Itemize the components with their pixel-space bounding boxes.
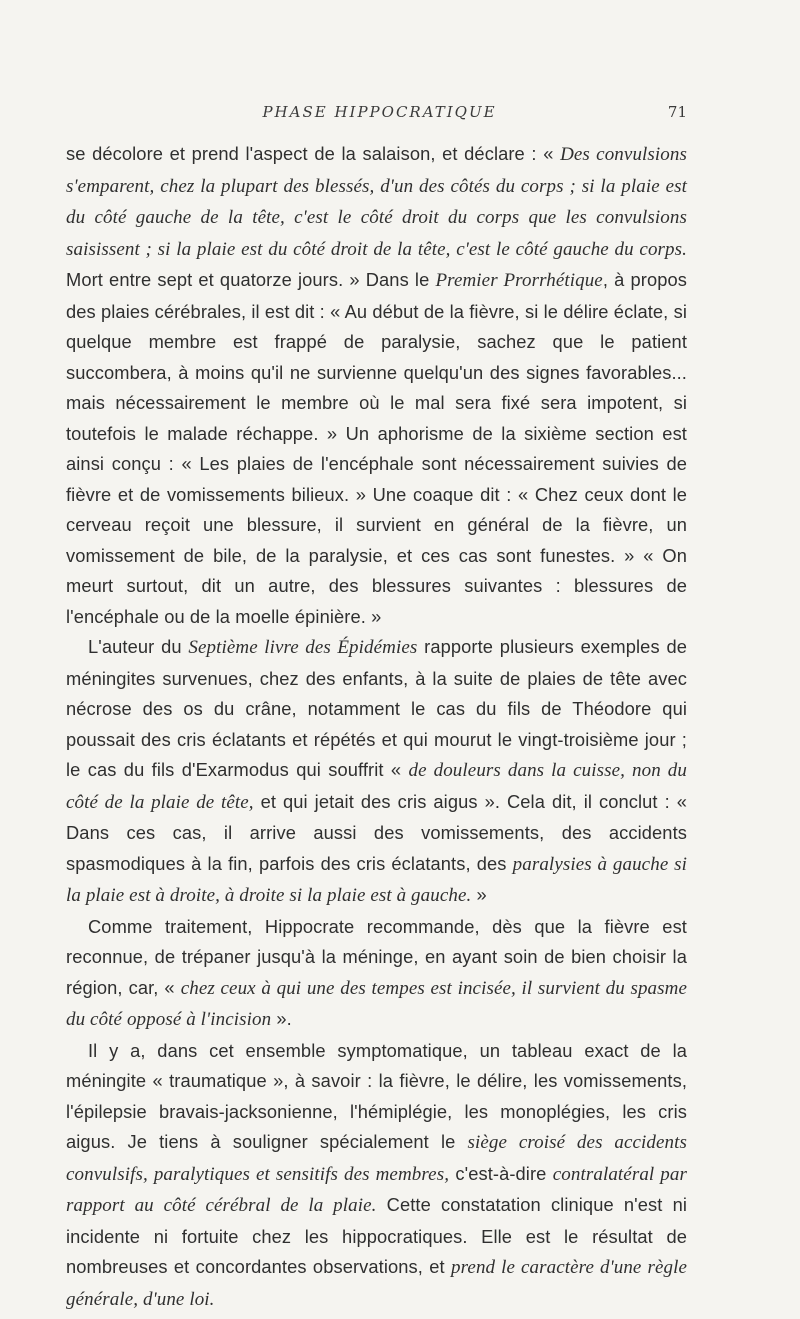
body-text [66, 139, 687, 1315]
italic-text-segment: Des convulsions s'emparent, chez la plupart des blessés, d'un des côtés du corps ; si la plaie est du côté gauche de la tête, c'est le côté droit du corps que les convulsions saisissent ; si la plaie est du côté droit de la tête, c'est le côté gauche du corps. [66, 144, 687, 260]
text-segment: Comme traitement, Hippocrate recommande, dès que la fièvre est reconnue, de trépaner jusqu'à la méninge, en ayant soin de bien choisir la région, car, « [66, 915, 687, 998]
text-segment: et qui jetait des cris aigus ». Cela dit, il conclut : « Dans ces cas, il arrive aussi des vomissements, des accidents spasmodiques à la fin, parfois des cris éclatants, des [66, 790, 687, 874]
text-segment: rapporte plusieurs exemples de méningites survenues, chez des enfants, à la suite de plaies de tête avec nécrose des os du crâne, notamment le cas du fils de Théodore qui poussait des cris éclatants et répétés et qui mourut le vingt-troisième jour ; le cas du fils d'Exarmodus qui souffrit « [66, 636, 687, 780]
text-segment: ». [271, 1008, 292, 1029]
text-segment: L'auteur du [88, 636, 189, 657]
page-number: 71 [667, 103, 687, 121]
running-title: PHASE HIPPOCRATIQUE [262, 103, 497, 121]
italic-text-segment: contralatéral par rapport au côté cérébral de la plaie. [66, 1163, 687, 1216]
italic-text-segment: paralysies à gauche si la plaie est à droite, à droite si la plaie est à gauche. [66, 853, 687, 906]
text-segment: Mort entre sept et quatorze jours. » Dans le [66, 269, 436, 290]
italic-text-segment: Premier Prorrhétique [435, 270, 603, 291]
text-segment: c'est-à-dire [449, 1162, 553, 1184]
paragraph-3 [66, 912, 687, 1036]
text-segment: » [471, 884, 487, 905]
page-header [72, 103, 687, 123]
italic-text-segment: siège croisé des accidents convulsifs, paralytiques et sensitifs des membres, [66, 1132, 687, 1185]
text-segment: se décolore et prend l'aspect de la salaison, et déclare : « [66, 143, 561, 164]
italic-text-segment: chez ceux à qui une des tempes est incisée, il survient du spasme du côté opposé à l'incision [66, 977, 687, 1030]
italic-text-segment: Septième livre des Épidémies [188, 637, 418, 658]
text-segment: , à propos des plaies cérébrales, il est dit : « Au début de la fièvre, si le délire éclate, si quelque membre est frappé de paralysie, sachez que le patient succombera, à moins qu'il ne survienne quelqu'un des signes favorables... mais nécessairement le membre où le mal sera fixé sera impotent, si toutefois le malade réchappe. » Un aphorisme de la sixième section est ainsi conçu : « Les plaies de l'encéphale sont nécessairement suivies de fièvre et de vomissements bilieux. » Une coaque dit : « Chez ceux dont le cerveau reçoit une blessure, il survient en général de la fièvre, un vomissement de bile, de la paralysie, et ces cas sont funestes. » « On meurt surtout, dit un autre, des blessures suivantes : blessures de l'encéphale ou de la moelle épinière. » [66, 269, 687, 627]
italic-text-segment: de douleurs dans la cuisse, non du côté de la plaie de tête, [66, 760, 687, 813]
paragraph-2 [66, 632, 687, 912]
text-segment: Cette constatation clinique n'est ni incidente ni fortuite chez les hippocratiques. Elle est le résultat de nombreuses et concordantes observations, et [66, 1194, 688, 1277]
italic-text-segment: prend le caractère d'une règle générale, d'une loi. [66, 1257, 687, 1310]
paragraph-4 [66, 1036, 687, 1316]
paragraph-1 [66, 139, 687, 632]
text-segment: Il y a, dans cet ensemble symptomatique, un tableau exact de la méningite « traumatique », à savoir : la fièvre, le délire, les vomissements, l'épilepsie bravais-jacksonienne, l'hémiplégie, les monoplégies, les cris aigus. Je tiens à souligner spécialement le [66, 1039, 687, 1152]
